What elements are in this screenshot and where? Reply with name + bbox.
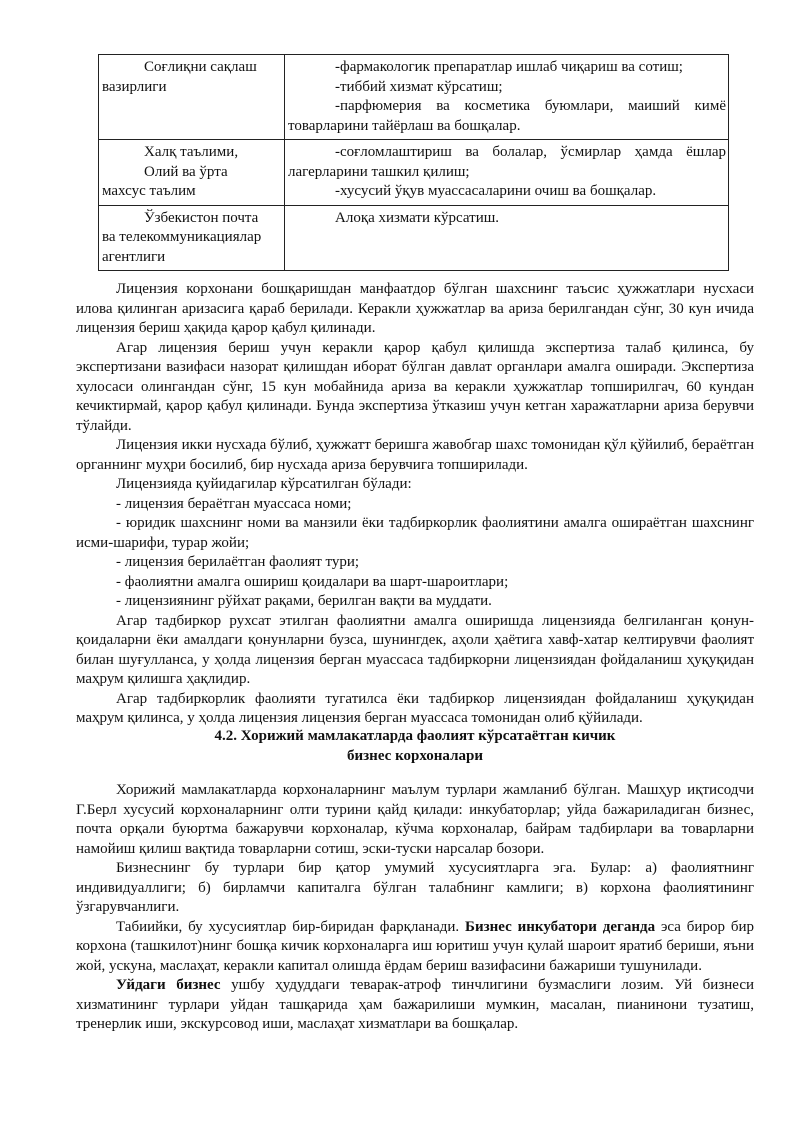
paragraph: Агар тадбиркор рухсат этилган фаолиятни амалга оширишда лицензияда белгиланган қонун-қоидаларни ёки амалдаги қонунларни бузса, шунингдек, аҳоли ҳаётига хавф-хатар келтирувчи фаолият билан шуғулланса, у ҳолда лицензия берган муассаса тадбиркорни лицензиядан фойдаланиш ҳуқуқидан маҳрум қилишга ҳақлидир. <box>76 612 754 687</box>
table-row <box>99 140 729 206</box>
activity-item: -фармакологик препаратлар ишлаб чиқариш ва сотиш; <box>335 59 683 75</box>
org-name-line: Халқ таълими, <box>144 144 239 160</box>
paragraph: Хорижий мамлакатларда корхоналарнинг маълум турлари жамланиб бўлган. Машҳур иқтисодчи Г.Берл хусусий корхоналарнинг олти турини қайд қилади: инкубаторлар; уйда бажариладиган бизнес, почта орқали буюртма бажарувчи корхоналар, кўчма корхоналар, байрам тадбирлари ва товарларни намойиш қилиш вақтида товарларни сотиш, эски-туски нарсалар бозори. <box>76 782 754 857</box>
paragraph-text: эса бирор бир корхона (ташкилот)нинг бошқа кичик корхоналарга иш юритиш учун қулай шароит яратиб бериши, яъни жой, ускуна, маслаҳат, керакли капитал олишда ёрдам бериш вазифасини бажариши тушунилади. <box>76 918 754 974</box>
table-cell-organization <box>99 140 285 206</box>
bold-term: Бизнес инкубатори деганда <box>465 918 656 935</box>
license-section-body <box>76 280 754 729</box>
activity-item: Алоқа хизмати кўрсатиш. <box>335 209 500 226</box>
org-name-line: Соғлиқни сақлаш <box>144 59 257 75</box>
paragraph: Лицензия корхонани бошқаришдан манфаатдор бўлган шахснинг таъсис ҳужжатлари нусхаси илова қилинган аризасига қараб берилади. Керакли ҳужжатлар ва ариза берилгандан сўнг, 30 кун ичида лицензия бериш ҳақида қарор қабул қилинади. <box>76 281 754 336</box>
table-cell-activities <box>285 140 729 206</box>
list-item: - лицензия берилаётган фаолият тури; <box>116 554 360 570</box>
table-row <box>99 55 729 140</box>
paragraph: Лицензия икки нусхада бўлиб, ҳужжатт беришга жавобгар шахс томонидан қўл қўйилиб, бераётган органнинг муҳри босилиб, бир нусхада ариза берувчига топширилади. <box>76 437 754 473</box>
table-cell-organization <box>99 55 285 140</box>
org-name-line: Олий ва ўрта <box>144 163 228 180</box>
paragraph <box>76 976 754 1035</box>
org-name-line: агентлиги <box>102 248 166 265</box>
paragraph: Лицензияда қуйидагилар кўрсатилган бўлади: <box>116 476 412 492</box>
list-item: - лицензиянинг рўйхат рақами, берилган вақти ва муддати. <box>116 593 492 609</box>
table-cell-organization <box>99 205 285 271</box>
license-authority-table <box>98 54 729 271</box>
paragraph: Бизнеснинг бу турлари бир қатор умумий хусусиятларга эга. Булар: а) фаолиятнинг индивидуаллиги; б) бирламчи капиталга бўлган талабнинг камлиги; в) корхона фаолиятининг ўзгарувчанлиги. <box>76 860 754 915</box>
org-name-line: ва телекоммуникациялар <box>102 229 262 245</box>
list-item: - лицензия бераётган муассаса номи; <box>116 495 352 512</box>
table-cell-activities <box>285 205 729 271</box>
section-heading-line: 4.2. Хорижий мамлакатларда фаолият кўрсатаётган кичик <box>214 728 616 744</box>
table-cell-activities <box>285 55 729 140</box>
section-body <box>76 781 754 1035</box>
org-name-line: вазирлиги <box>102 78 167 95</box>
paragraph <box>76 918 754 977</box>
activity-item: -парфюмерия ва косметика буюмлари, маиший кимё товарларини тайёрлаш ва бошқалар. <box>288 98 726 134</box>
section-heading-line: бизнес корхоналари <box>347 748 483 764</box>
list-item: - фаолиятни амалга ошириш қоидалари ва шарт-шароитлари; <box>116 573 509 590</box>
paragraph-text: Табиийки, бу хусусиятлар бир-биридан фарқланади. <box>116 918 466 935</box>
table-row <box>99 205 729 271</box>
org-name-line: Ўзбекистон почта <box>144 209 259 226</box>
paragraph: Агар лицензия бериш учун керакли қарор қабул қилишда экспертиза талаб қилинса, бу экспертизани вазифаси назорат қилишдан иборат бўлган давлат органлари амалга оширади. Экспертиза хулосаси олингандан сўнг, 15 кун мобайнида ариза ва керакли ҳужжатлар топширилгач, 60 кундан кечиктирмай, қарор қабул қилинади. Бунда экспертиза ўтказиш учун кетган харажатларни ариза берувчи тўлайди. <box>76 339 754 434</box>
paragraph: Агар тадбиркорлик фаолияти тугатилса ёки тадбиркор лицензиядан фойдаланиш ҳуқуқидан маҳрум қилинса, у ҳолда лицензия лицензия берган муассаса томонидан олиб қўйилади. <box>76 690 754 726</box>
bold-term: Уйдаги бизнес <box>116 977 221 993</box>
activity-item: -тиббий хизмат кўрсатиш; <box>335 78 503 95</box>
activity-item: -хусусий ўқув муассасаларини очиш ва бошқалар. <box>335 183 657 199</box>
org-name-line: махсус таълим <box>102 183 196 199</box>
section-heading <box>76 726 754 766</box>
activity-item: -соғломлаштириш ва болалар, ўсмирлар ҳамда ёшлар лагерларини ташкил қилиш; <box>288 144 726 180</box>
list-item: - юридик шахснинг номи ва манзили ёки тадбиркорлик фаолиятини амалга ошираётган шахснинг исми-шарифи, турар жойи; <box>76 515 754 551</box>
paragraph-text: ушбу ҳудуддаги теварак-атроф тинчлигини бузмаслиги лозим. Уй бизнеси хизматининг турлари уйдан ташқарида ҳам бажарилиши мумкин, масалан, пианинони тузатиш, тренерлик иши, экскурсовод иши, маслаҳат хизматлари ва бошқалар. <box>76 977 754 1032</box>
